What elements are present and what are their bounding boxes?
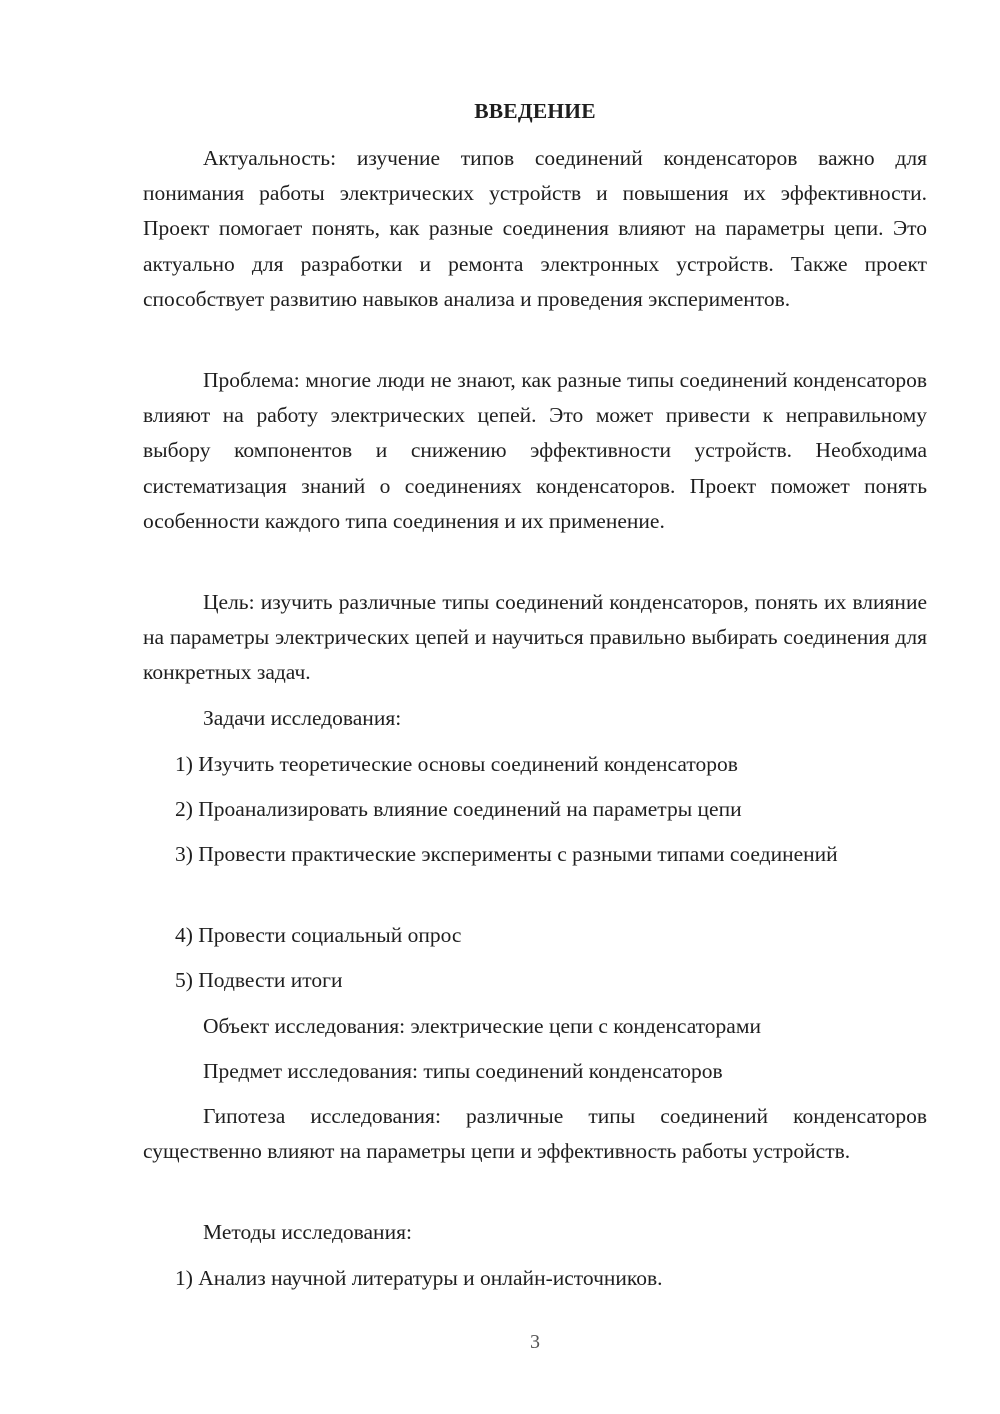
subject-line: Предмет исследования: типы соединений конденсаторов <box>203 1059 723 1083</box>
goal-paragraph: Цель: изучить различные типы соединений конденсаторов, понять их влияние на параметры электрических цепей и научиться правильно выбирать соединения для конкретных задач. <box>143 590 927 685</box>
tasks-heading: Задачи исследования: <box>203 706 402 730</box>
task-item-5: 5) Подвести итоги <box>175 968 343 992</box>
task-item-2: 2) Проанализировать влияние соединений на параметры цепи <box>175 797 742 821</box>
task-item-4: 4) Провести социальный опрос <box>175 923 462 947</box>
relevance-paragraph: Актуальность: изучение типов соединений конденсаторов важно для понимания работы электрических устройств и повышения их эффективности. Проект помогает понять, как разные соединения влияют на параметры цепи. Это актуально для разработки и ремонта электронных устройств. Также проект способствует развитию навыков анализа и проведения экспериментов. <box>143 146 927 311</box>
problem-paragraph: Проблема: многие люди не знают, как разные типы соединений конденсаторов влияют на работу электрических цепей. Это может привести к неправильному выбору компонентов и снижению эффективности устройств. Необходима систематизация знаний о соединениях конденсаторов. Проект поможет понять особенности каждого типа соединения и их применение. <box>143 368 927 533</box>
task-item-1: 1) Изучить теоретические основы соединений конденсаторов <box>175 752 738 776</box>
hypothesis-paragraph: Гипотеза исследования: различные типы соединений конденсаторов существенно влияют на параметры цепи и эффективность работы устройств. <box>143 1104 927 1164</box>
section-title: ВВЕДЕНИЕ <box>474 99 596 123</box>
document-page <box>143 0 927 1414</box>
method-item-1: 1) Анализ научной литературы и онлайн-источников. <box>175 1266 663 1290</box>
object-line: Объект исследования: электрические цепи с конденсаторами <box>203 1014 761 1038</box>
task-item-3: 3) Провести практические эксперименты с разными типами соединений <box>175 842 838 866</box>
page-number: 3 <box>530 1331 540 1353</box>
methods-heading: Методы исследования: <box>203 1220 412 1244</box>
